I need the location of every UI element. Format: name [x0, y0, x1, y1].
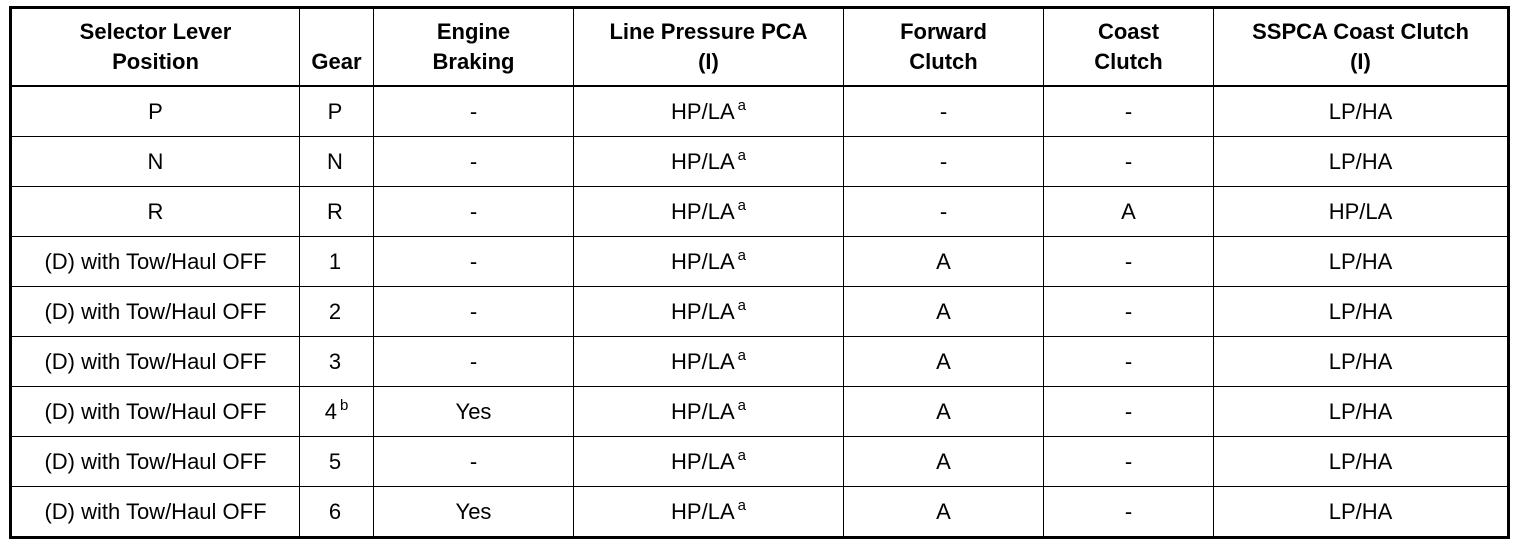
gear-value: R: [327, 198, 343, 224]
cell-forward-clutch: A: [844, 287, 1044, 337]
cell-coast-clutch: -: [1044, 437, 1214, 487]
cell-sspca: LP/HA: [1214, 86, 1509, 137]
table-row: [11, 187, 1509, 237]
cell-position: P: [11, 86, 300, 137]
header-coast-clutch: [1044, 8, 1214, 87]
cell-position: (D) with Tow/Haul OFF: [11, 287, 300, 337]
cell-line-pressure: [574, 137, 844, 187]
cell-sspca: LP/HA: [1214, 437, 1509, 487]
cell-sspca: HP/LA: [1214, 187, 1509, 237]
header-line: Selector Lever: [79, 19, 232, 44]
cell-position: (D) with Tow/Haul OFF: [11, 237, 300, 287]
header-row: [11, 8, 1509, 87]
cell-coast-clutch: -: [1044, 137, 1214, 187]
header-line: Coast: [1097, 19, 1160, 44]
gear-value: P: [327, 98, 343, 124]
cell-line-pressure: [574, 337, 844, 387]
gear-value: 4: [324, 398, 337, 424]
cell-sspca: LP/HA: [1214, 487, 1509, 538]
line-pressure-value: HP/LA: [671, 148, 735, 174]
cell-line-pressure: [574, 237, 844, 287]
table-row: [11, 337, 1509, 387]
cell-forward-clutch: A: [844, 487, 1044, 538]
line-pressure-value: HP/LA: [671, 248, 735, 274]
cell-engine-braking: -: [374, 237, 574, 287]
table-row: [11, 237, 1509, 287]
cell-line-pressure: [574, 437, 844, 487]
cell-forward-clutch: A: [844, 237, 1044, 287]
line-pressure-value: HP/LA: [671, 448, 735, 474]
cell-engine-braking: -: [374, 137, 574, 187]
cell-coast-clutch: -: [1044, 86, 1214, 137]
cell-gear: [300, 237, 374, 287]
header-line: Forward: [900, 19, 987, 44]
cell-gear: [300, 287, 374, 337]
cell-coast-clutch: -: [1044, 487, 1214, 538]
header-line: Line Pressure PCA: [609, 19, 808, 44]
line-pressure-footnote: a: [737, 497, 746, 515]
shift-solenoid-table: [9, 6, 1510, 539]
cell-position: (D) with Tow/Haul OFF: [11, 437, 300, 487]
cell-line-pressure: [574, 487, 844, 538]
table-row: [11, 86, 1509, 137]
line-pressure-footnote: a: [737, 97, 746, 115]
header-line: Clutch: [1094, 49, 1163, 74]
cell-engine-braking: -: [374, 287, 574, 337]
cell-line-pressure: [574, 287, 844, 337]
header-line: (I): [1350, 49, 1371, 74]
cell-line-pressure: [574, 86, 844, 137]
cell-gear: [300, 86, 374, 137]
line-pressure-footnote: a: [737, 197, 746, 215]
cell-position: (D) with Tow/Haul OFF: [11, 487, 300, 538]
header-line: Position: [112, 49, 199, 74]
cell-position: (D) with Tow/Haul OFF: [11, 337, 300, 387]
cell-coast-clutch: -: [1044, 387, 1214, 437]
header-line: Clutch: [909, 49, 978, 74]
line-pressure-value: HP/LA: [671, 348, 735, 374]
cell-coast-clutch: A: [1044, 187, 1214, 237]
cell-line-pressure: [574, 387, 844, 437]
cell-coast-clutch: -: [1044, 287, 1214, 337]
cell-gear: [300, 187, 374, 237]
line-pressure-footnote: a: [737, 247, 746, 265]
cell-gear: [300, 437, 374, 487]
header-line-pressure-pca: [574, 8, 844, 87]
header-line: (I): [698, 49, 719, 74]
cell-forward-clutch: -: [844, 187, 1044, 237]
cell-forward-clutch: -: [844, 86, 1044, 137]
line-pressure-footnote: a: [737, 447, 746, 465]
gear-value: N: [327, 148, 343, 174]
header-line: Engine: [436, 19, 511, 44]
table-row: [11, 387, 1509, 437]
cell-engine-braking: -: [374, 86, 574, 137]
table-row: [11, 487, 1509, 538]
cell-sspca: LP/HA: [1214, 137, 1509, 187]
cell-sspca: LP/HA: [1214, 337, 1509, 387]
table-row: [11, 137, 1509, 187]
cell-gear: [300, 137, 374, 187]
header-gear: [300, 8, 374, 87]
line-pressure-value: HP/LA: [671, 198, 735, 224]
gear-value: 2: [328, 298, 342, 324]
cell-gear: [300, 387, 374, 437]
line-pressure-value: HP/LA: [671, 98, 735, 124]
cell-coast-clutch: -: [1044, 337, 1214, 387]
cell-sspca: LP/HA: [1214, 387, 1509, 437]
header-line: Gear: [311, 49, 362, 74]
cell-engine-braking: -: [374, 437, 574, 487]
cell-sspca: LP/HA: [1214, 287, 1509, 337]
header-sspca-coast-clutch: [1214, 8, 1509, 87]
table-row: [11, 287, 1509, 337]
cell-position: (D) with Tow/Haul OFF: [11, 387, 300, 437]
cell-sspca: LP/HA: [1214, 237, 1509, 287]
gear-value: 1: [328, 248, 342, 274]
line-pressure-value: HP/LA: [671, 498, 735, 524]
line-pressure-value: HP/LA: [671, 398, 735, 424]
header-line: SSPCA Coast Clutch: [1252, 19, 1469, 44]
line-pressure-footnote: a: [737, 397, 746, 415]
cell-forward-clutch: A: [844, 387, 1044, 437]
header-engine-braking: [374, 8, 574, 87]
cell-position: R: [11, 187, 300, 237]
cell-position: N: [11, 137, 300, 187]
cell-coast-clutch: -: [1044, 237, 1214, 287]
cell-forward-clutch: A: [844, 337, 1044, 387]
cell-engine-braking: -: [374, 337, 574, 387]
cell-forward-clutch: -: [844, 137, 1044, 187]
cell-gear: [300, 337, 374, 387]
cell-forward-clutch: A: [844, 437, 1044, 487]
gear-value: 3: [328, 348, 342, 374]
line-pressure-footnote: a: [737, 347, 746, 365]
cell-gear: [300, 487, 374, 538]
line-pressure-value: HP/LA: [671, 298, 735, 324]
header-forward-clutch: [844, 8, 1044, 87]
gear-footnote: b: [339, 397, 349, 415]
table-row: [11, 437, 1509, 487]
header-line: Braking: [432, 49, 515, 74]
line-pressure-footnote: a: [737, 297, 746, 315]
cell-line-pressure: [574, 187, 844, 237]
cell-engine-braking: Yes: [374, 387, 574, 437]
gear-value: 6: [328, 498, 342, 524]
cell-engine-braking: -: [374, 187, 574, 237]
header-selector-lever-position: [11, 8, 300, 87]
cell-engine-braking: Yes: [374, 487, 574, 538]
gear-value: 5: [328, 448, 342, 474]
line-pressure-footnote: a: [737, 147, 746, 165]
